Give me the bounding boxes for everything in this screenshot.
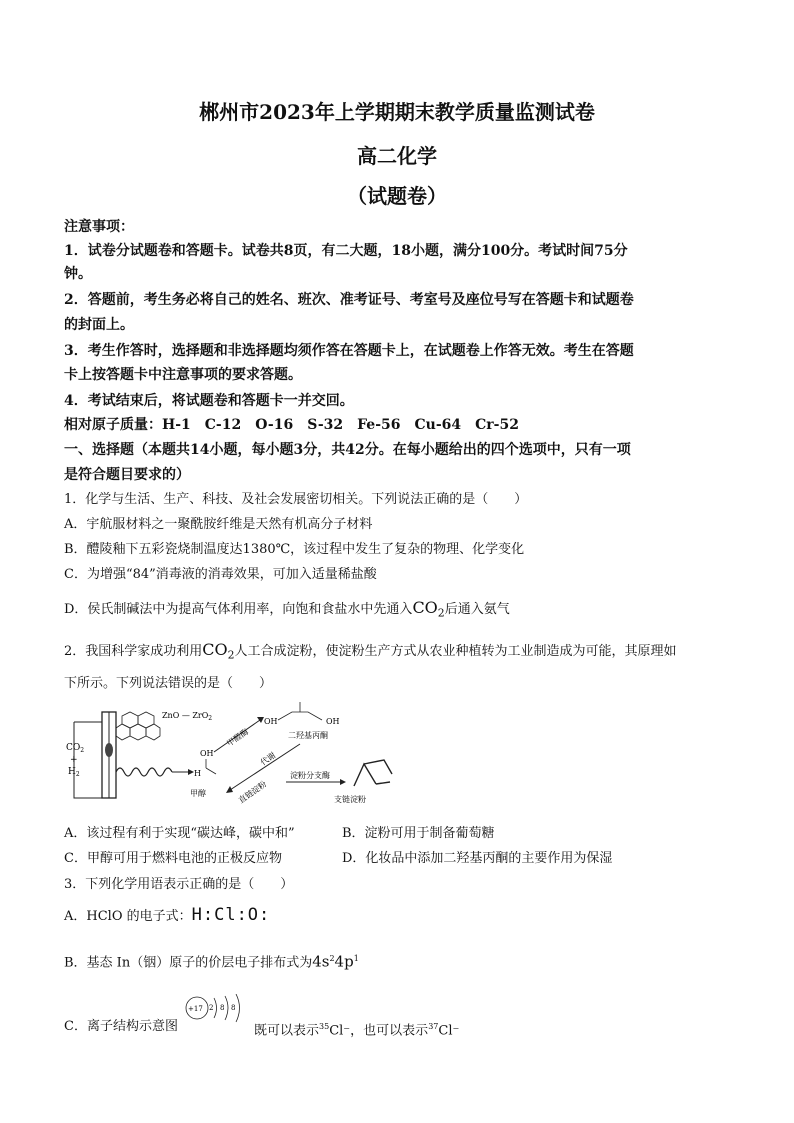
hclo-electron-formula: H:Cl:O: [191,905,271,925]
dha-backbone [278,712,322,720]
q2-stem [64,641,734,665]
q2-option-a: A．该过程有利于实现“碳达峰，碳中和” [64,826,295,841]
notice-item-4: 4．考试结束后，将试题卷和答题卡一并交回。 [64,393,354,409]
shell-1-count: 2 [209,1004,214,1012]
catalyst-label: ZnO — ZrO$_2$ [162,711,213,722]
notice-item-2: 2．答题前，考生务必将自己的姓名、班次、准考证号、考室号及座位号写在答题卡和试题卷 [64,292,634,308]
isotope-37: 37 [428,1022,439,1031]
q3-option-c-rest [254,1018,734,1040]
shell-2-count: 8 [220,1004,225,1012]
branched-starch-label: 支链淀粉 [334,795,366,804]
arrowhead [340,779,346,785]
h2-label: $H_2$ [68,767,80,778]
branched-starch-drawing [354,760,392,786]
co2-subscript: 2 [227,648,235,662]
shell-arc-1 [214,998,217,1018]
exam-paper-type: （试题卷） [347,184,447,208]
catalyst-lattice [116,712,160,740]
arrowhead [257,717,264,723]
q1-option-c: C．为增强“84”消毒液的消毒效果，可加入适量稀盐酸 [64,567,377,582]
shell-arc-2 [225,996,228,1020]
chloride-ion-37: Cl⁻ [438,1023,460,1039]
q2-stem-pre: 2．我国科学家成功利用 [64,644,203,659]
bond [206,768,216,774]
dha-oh-right: OH [326,717,340,726]
q2-stem-line2: 下所示。下列说法错误的是（ ） [64,676,273,691]
q3-option-c-text: C．离子结构示意图 [64,1019,178,1034]
co2-subscript: 2 [437,606,445,620]
arrowhead [226,786,233,793]
linear-starch-label: 直链淀粉 [236,779,269,806]
q3-option-a-text: A．HClO 的电子式： [64,909,192,924]
dha-oh-left: OH [264,717,278,726]
q3-option-a [64,906,734,926]
notice-item-3: 3．考生作答时，选择题和非选择题均须作答在答题卡上，在试题卷上作答无效。考生在答题 [64,343,634,359]
dha-label: 二羟基丙酮 [288,731,328,740]
orbital-4s-sup: 2 [329,954,335,963]
orbital-4p-sup: 1 [353,954,359,963]
q1-option-b: B．醴陵釉下五彩瓷烧制温度达1380℃，该过程中发生了复杂的物理、化学变化 [64,542,525,557]
spring-coil [116,768,172,776]
plus-label: + [70,755,78,765]
notice-item-1-cont: 钟。 [64,266,92,282]
shell-arc-3 [236,994,240,1022]
q2-option-d: D．化妆品中添加二羟基丙酮的主要作用为保湿 [342,851,613,866]
reactor-core [105,743,113,757]
notice-item-2-cont: 的封面上。 [64,317,134,333]
q1-option-d [64,599,734,623]
exam-title: 郴州市2023年上学期期末教学质量监测试卷 [199,100,595,124]
q2-stem-post: 人工合成淀粉，使淀粉生产方式从农业种植转为工业制造成为可能，其原理如 [234,644,677,659]
shell-3-count: 8 [231,1004,236,1012]
co2-label: $CO_2$ [66,743,85,754]
co2-formula: CO [202,640,228,659]
process1-label: 代谢 [259,750,278,768]
q1-option-d-text-end: 后通入氨气 [444,602,510,617]
nucleus-charge: +17 [188,1005,203,1013]
orbital-4s: 4s [312,952,330,971]
q3-option-b-text: B．基态 In（铟）原子的价层电子排布式为 [64,955,313,971]
q2-option-c: C．甲醇可用于燃料电池的正极反应物 [64,851,282,866]
starch-synthesis-diagram [64,702,398,810]
notice-heading: 注意事项： [64,219,134,235]
methanol-oh: OH [200,749,214,758]
branch-enzyme-label: 淀粉分支酶 [290,771,330,780]
q1-stem: 1．化学与生活、生产、科技、及社会发展密切相关。下列说法正确的是（ ） [64,492,528,507]
q3-option-b [64,950,734,972]
section1-heading: 一、选择题（本题共14小题，每小题3分，共42分。在每小题给出的四个选项中，只有一项 [64,442,631,458]
q1-option-d-text: D．侯氏制碱法中为提高气体利用率，向饱和食盐水中先通入 [64,602,413,617]
co2-formula: CO [412,598,438,617]
notice-item-3-cont: 卡上按答题卡中注意事项的要求答题。 [64,367,302,383]
notice-item-1: 1．试卷分试题卷和答题卡。试卷共8页，有二大题，18小题，满分100分。考试时间75分 [64,243,628,259]
exam-subject: 高二化学 [357,144,437,168]
q3-option-c-post: 既可以表示 [254,1023,320,1039]
isotope-35: 35 [319,1022,330,1031]
chloride-ion-35: Cl⁻ [329,1023,351,1039]
methanol-h: H [194,769,201,778]
ion-structure-diagram [184,994,256,1034]
outlet-line [74,722,102,798]
methanol-label: 甲醇 [190,789,206,798]
q1-option-a: A．宇航服材料之一聚酰胺纤维是天然有机高分子材料 [64,517,373,532]
section1-heading-cont: 是符合题目要求的） [64,467,190,483]
enzyme1-label: 甲醛酶 [225,727,251,749]
orbital-4p: 4p [334,952,354,971]
q3-stem: 3．下列化学用语表示正确的是（ ） [64,877,294,892]
atomic-mass: 相对原子质量：H-1 C-12 O-16 S-32 Fe-56 Cu-64 Cr-52 [64,417,519,433]
q2-option-b: B．淀粉可用于制备葡萄糖 [342,826,495,841]
q3-option-c-mid: ，也可以表示 [350,1023,429,1039]
